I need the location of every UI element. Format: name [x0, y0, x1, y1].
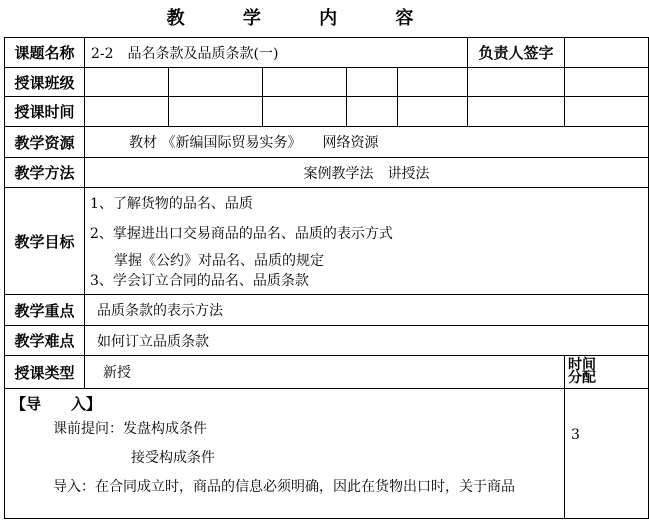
topic-label: 课题名称	[5, 38, 85, 68]
method-value: 案例教学法 讲授法	[85, 158, 649, 188]
resources-value: 教材 《新编国际贸易实务》 网络资源	[85, 127, 649, 158]
content-line: 导入：在合同成立时，商品的信息必须明确，因此在货物出口时，关于商品	[53, 479, 515, 495]
time-cell	[565, 97, 649, 127]
method-row	[5, 158, 649, 188]
class-cell	[347, 68, 398, 97]
difficulties-label: 教学难点	[5, 326, 85, 356]
content-row	[5, 389, 649, 519]
lesson-type-label: 授课类型	[5, 356, 85, 389]
class-cell	[85, 68, 169, 97]
time-allocation-header	[565, 356, 649, 389]
resources-label: 教学资源	[5, 127, 85, 158]
class-cell	[468, 68, 565, 97]
signer-label: 负责人签字	[468, 38, 565, 68]
topic-row	[5, 38, 649, 68]
class-cell	[263, 68, 347, 97]
time-cell	[263, 97, 347, 127]
content-line: 接受构成条件	[131, 450, 215, 466]
key-points-label: 教学重点	[5, 295, 85, 326]
time-allocation-value: 3	[565, 389, 649, 519]
resources-row	[5, 127, 649, 158]
intro-header: 【导 入】	[11, 395, 102, 413]
time-cell	[347, 97, 398, 127]
signer-cell	[565, 38, 649, 68]
class-cell	[398, 68, 468, 97]
difficulties-value: 如何订立品质条款	[85, 326, 649, 356]
goals-label: 教学目标	[5, 188, 85, 295]
key-points-row	[5, 295, 649, 326]
class-label: 授课班级	[5, 68, 85, 97]
goal-item: 2、掌握进出口交易商品的品名、品质的表示方式	[90, 226, 393, 242]
class-cell	[565, 68, 649, 97]
method-label: 教学方法	[5, 158, 85, 188]
goal-item: 1、了解货物的品名、品质	[90, 196, 253, 212]
goals-cell	[85, 188, 649, 295]
page-title: 教 学 内 容	[166, 8, 440, 29]
class-row	[5, 68, 649, 97]
lesson-type-value: 新授	[85, 356, 565, 389]
lesson-type-row	[5, 356, 649, 389]
goals-row	[5, 188, 649, 295]
content-cell	[5, 389, 565, 519]
key-points-value: 品质条款的表示方法	[85, 295, 649, 326]
goal-item: 3、学会订立合同的品名、品质条款	[90, 273, 309, 289]
time-cell	[85, 97, 169, 127]
content-line: 课前提问：发盘构成条件	[53, 421, 207, 437]
time-row	[5, 97, 649, 127]
difficulties-row	[5, 326, 649, 356]
time-label: 授课时间	[5, 97, 85, 127]
topic-value: 2-2 品名条款及品质条款(一)	[85, 38, 468, 68]
time-cell	[169, 97, 263, 127]
goal-item: 掌握《公约》对品名、品质的规定	[114, 253, 324, 269]
time-cell	[398, 97, 468, 127]
lesson-plan-table	[4, 37, 649, 519]
time-cell	[468, 97, 565, 127]
class-cell	[169, 68, 263, 97]
time-allocation-label: 时间分配	[568, 357, 596, 386]
